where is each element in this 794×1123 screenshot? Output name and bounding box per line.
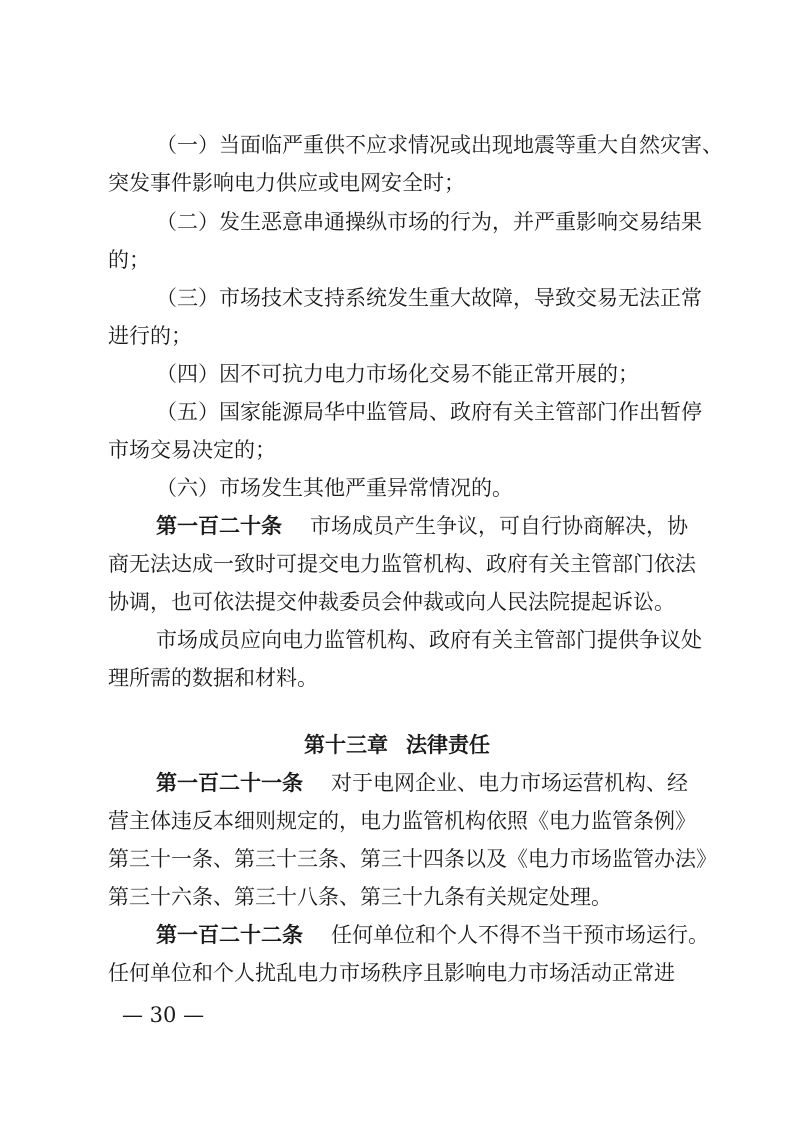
article-121-title: 第一百二十一条 [156, 771, 303, 795]
article-122-line-2: 任何单位和个人扰乱电力市场秩序且影响电力市场活动正常进 [108, 961, 675, 985]
article-122-title: 第一百二十二条 [156, 923, 303, 947]
paragraph-4-line-1: （四）因不可抗力电力市场化交易不能正常开展的； [156, 362, 639, 386]
paragraph-7-line-2: 理所需的数据和材料。 [108, 666, 318, 690]
article-120-line-1: 第一百二十条 市场成员产生争议，可自行协商解决，协 [156, 514, 688, 538]
article-121-line-1: 第一百二十一条 对于电网企业、电力市场运营机构、经 [156, 771, 688, 795]
article-121-line-3: 第三十一条、第三十三条、第三十四条以及《电力市场监管办法》 [108, 847, 717, 871]
paragraph-3-line-1: （三）市场技术支持系统发生重大故障，导致交易无法正常 [156, 286, 702, 310]
article-120-line-3: 协调，也可依法提交仲裁委员会仲裁或向人民法院提起诉讼。 [108, 590, 675, 614]
paragraph-3-line-2: 进行的； [108, 324, 192, 348]
paragraph-2-line-1: （二）发生恶意串通操纵市场的行为，并严重影响交易结果 [156, 210, 702, 234]
article-121-line-4: 第三十六条、第三十八条、第三十九条有关规定处理。 [108, 885, 612, 909]
article-121-line-2: 营主体违反本细则规定的，电力监管机构依照《电力监管条例》 [108, 809, 696, 833]
chapter-heading [0, 730, 794, 760]
paragraph-5-line-1: （五）国家能源局华中监管局、政府有关主管部门作出暂停 [156, 400, 702, 424]
paragraph-6-line-1: （六）市场发生其他严重异常情况的。 [156, 476, 513, 500]
paragraph-1-line-1: （一）当面临严重供不应求情况或出现地震等重大自然灾害、 [156, 133, 723, 157]
paragraph-2-line-2: 的； [108, 248, 150, 272]
paragraph-7-line-1: 市场成员应向电力监管机构、政府有关主管部门提供争议处 [156, 628, 702, 652]
article-122-line-1: 第一百二十二条 任何单位和个人不得不当干预市场运行。 [156, 923, 709, 947]
paragraph-1-line-2: 突发事件影响电力供应或电网安全时； [108, 171, 465, 195]
page-number: — 30 — [122, 1003, 205, 1027]
chapter-title: 法律责任 [406, 733, 490, 757]
paragraph-5-line-2: 市场交易决定的； [108, 438, 276, 462]
article-120-line-2: 商无法达成一致时可提交电力监管机构、政府有关主管部门依法 [108, 552, 696, 576]
chapter-number: 第十三章 [304, 733, 388, 757]
article-120-title: 第一百二十条 [156, 514, 282, 538]
